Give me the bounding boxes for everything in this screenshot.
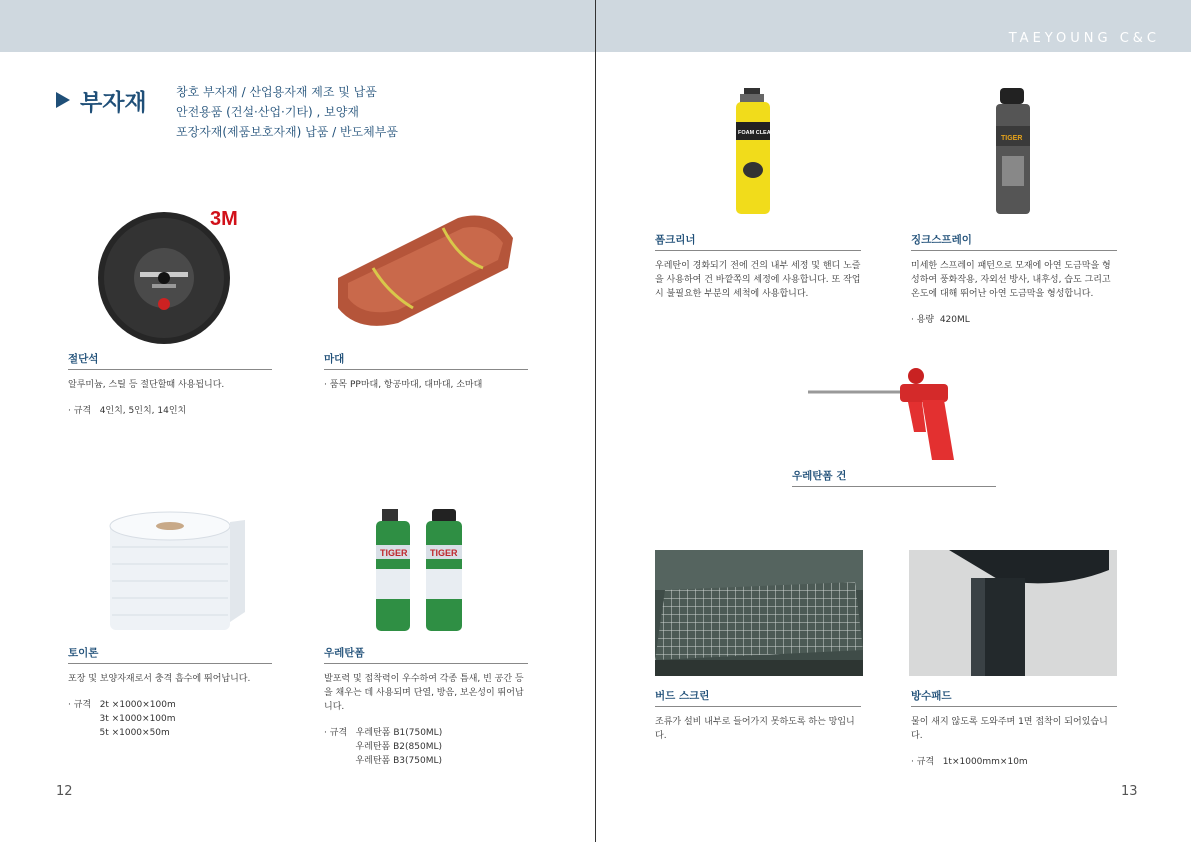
svg-text:TIGER: TIGER: [430, 548, 458, 558]
page-number-left: 12: [56, 784, 73, 799]
product-spec: · 규격 우레탄폼 B1(750ML) 우레탄폼 B2(850ML) 우레탄폼 B3(750ML): [324, 728, 443, 766]
product-title: 절단석: [68, 351, 272, 370]
product-title: 징크스프레이: [911, 232, 1117, 251]
mesh-photo: [655, 550, 863, 676]
spray-can-photo: [990, 86, 1035, 218]
product-spec: · 품목 PP마대, 항공마대, 대마대, 소마대: [324, 380, 483, 390]
foam-gun-photo: [804, 362, 984, 472]
triangle-icon: [56, 92, 70, 108]
product-desc: 발포력 및 접착력이 우수하여 각종 틈새, 빈 공간 등을 채우는 데 사용되며 단열, 방음, 보온성이 뛰어납니다.: [324, 674, 524, 712]
product-spec: · 규격 4인치, 5인치, 14인치: [68, 406, 187, 416]
product-spec: · 용량 420ML: [911, 315, 970, 325]
page-spine: [595, 0, 596, 842]
product-foam-cleaner: [655, 232, 861, 301]
product-desc: 미세한 스프레이 패턴으로 모재에 아연 도금막을 형성하여 풍화작용, 자외선 방사, 내후성, 습도 그리고 온도에 대해 뛰어난 아연 도금막을 형성합니다.: [911, 261, 1111, 299]
product-spec: · 규격 1t×1000mm×10m: [911, 757, 1028, 767]
section-intro: [176, 82, 398, 142]
intro-line: 포장자재(제품보호자재) 납품 / 반도체부품: [176, 125, 398, 139]
brand-name: TAEYOUNG C&C: [1008, 31, 1160, 46]
product-title: 우레탄폼 건: [792, 468, 996, 487]
cleaner-can-photo: [730, 88, 783, 218]
black-pad-photo: [909, 550, 1117, 676]
product-title: 방수패드: [911, 688, 1117, 707]
product-waterproof-pad: [911, 688, 1117, 769]
foam-can-photo: [368, 505, 478, 635]
section-title: 부자재: [56, 84, 147, 117]
cutting-disc-photo: [92, 198, 252, 358]
sack-photo: [318, 198, 528, 338]
product-desc: 포장 및 보양자재로서 충격 흡수에 뛰어납니다.: [68, 674, 251, 684]
product-cutting-disc: [68, 351, 272, 418]
product-spec: · 규격 2t ×1000×100m 3t ×1000×100m 5t ×1000×50m: [68, 700, 176, 738]
product-title: 우레탄폼: [324, 645, 528, 664]
svg-text:FOAM CLEANER: FOAM CLEANER: [738, 130, 783, 136]
product-title: 폼크리너: [655, 232, 861, 251]
product-title: 마대: [324, 351, 528, 370]
foam-roll-photo: [100, 492, 250, 640]
intro-line: 안전용품 (건설·산업·기타) , 보양재: [176, 105, 359, 119]
page-number-right: 13: [1121, 784, 1138, 799]
svg-text:TIGER: TIGER: [1001, 135, 1023, 142]
product-desc: 물이 새지 않도록 도와주며 1면 접착이 되어있습니다.: [911, 717, 1108, 741]
product-sack: [324, 351, 528, 392]
product-bird-screen: [655, 688, 861, 743]
product-desc: 알루미늄, 스틸 등 절단할때 사용됩니다.: [68, 380, 225, 390]
product-desc: 우레탄이 경화되기 전에 건의 내부 세정 및 핸디 노즐을 사용하여 건 바깥쪽의 세정에 사용합니다. 또 작업시 불필요한 부분의 세척에 사용합니다.: [655, 261, 861, 299]
product-urethane-foam: [324, 645, 528, 768]
product-title: 버드 스크린: [655, 688, 861, 707]
product-foam-gun: [792, 468, 996, 487]
svg-text:TIGER: TIGER: [380, 548, 408, 558]
product-title: 토이론: [68, 645, 272, 664]
product-zinc-spray: [911, 232, 1117, 327]
3m-logo: 3M: [210, 208, 238, 230]
product-desc: 조류가 설비 내부로 들어가지 못하도록 하는 망입니다.: [655, 717, 855, 741]
product-foam-roll: [68, 645, 272, 740]
intro-line: 창호 부자재 / 산업용자재 제조 및 납품: [176, 85, 377, 99]
